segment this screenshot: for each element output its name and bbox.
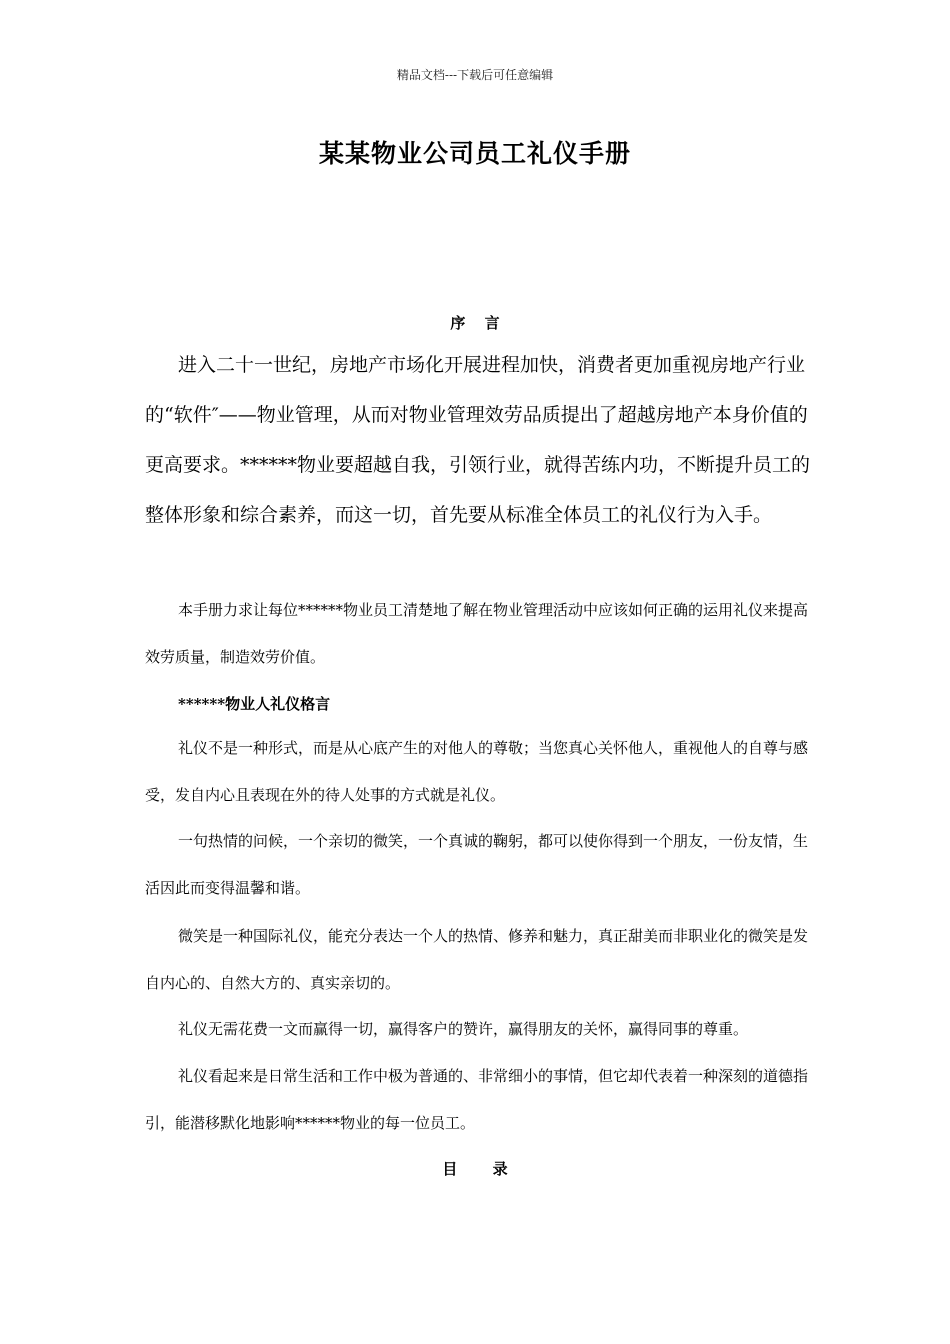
preface-paragraph-1: 进入二十一世纪，房地产市场化开展进程加快，消费者更加重视房地产行业的“软件″——物业管理，从而对物业管理效劳品质提出了超越房地产本身价值的更高要求。******物业要超越自我，引领行业，就得苦练内功，不断提升员工的整体形象和综合素养，而这一切，首先要从标准全体员工的礼仪行为入手。 [145, 354, 811, 526]
motto-paragraph-4: 礼仪无需花费一文而赢得一切，赢得客户的赞许，赢得朋友的关怀，赢得同事的尊重。 [178, 1020, 749, 1038]
motto-paragraph-5: 礼仪看起来是日常生活和工作中极为普通的、非常细小的事情，但它却代表着一种深刻的道德指引，能潜移默化地影响******物业的每一位员工。 [145, 1067, 809, 1132]
motto-paragraph-1: 礼仪不是一种形式，而是从心底产生的对他人的尊敬；当您真心关怀他人，重视他人的自尊与感受，发自内心且表现在外的待人处事的方式就是礼仪。 [145, 739, 809, 804]
preface-heading: 序 言 [450, 314, 500, 332]
motto-paragraph-3: 微笑是一种国际礼仪，能充分表达一个人的热情、修养和魅力，真正甜美而非职业化的微笑是发自内心的、自然大方的、真实亲切的。 [145, 927, 809, 992]
motto-heading: ******物业人礼仪格言 [178, 695, 331, 713]
document-title: 某某物业公司员工礼仪手册 [318, 139, 631, 168]
page-header: 精品文档---下载后可任意编辑 [396, 68, 554, 82]
motto-paragraph-2: 一句热情的问候，一个亲切的微笑，一个真诚的鞠躬，都可以使你得到一个朋友，一份友情，生活因此而变得温馨和谐。 [145, 832, 809, 897]
preface-paragraph-2: 本手册力求让每位******物业员工清楚地了解在物业管理活动中应该如何正确的运用礼仪来提高效劳质量，制造效劳价值。 [145, 601, 809, 666]
toc-heading: 目 录 [442, 1160, 508, 1178]
